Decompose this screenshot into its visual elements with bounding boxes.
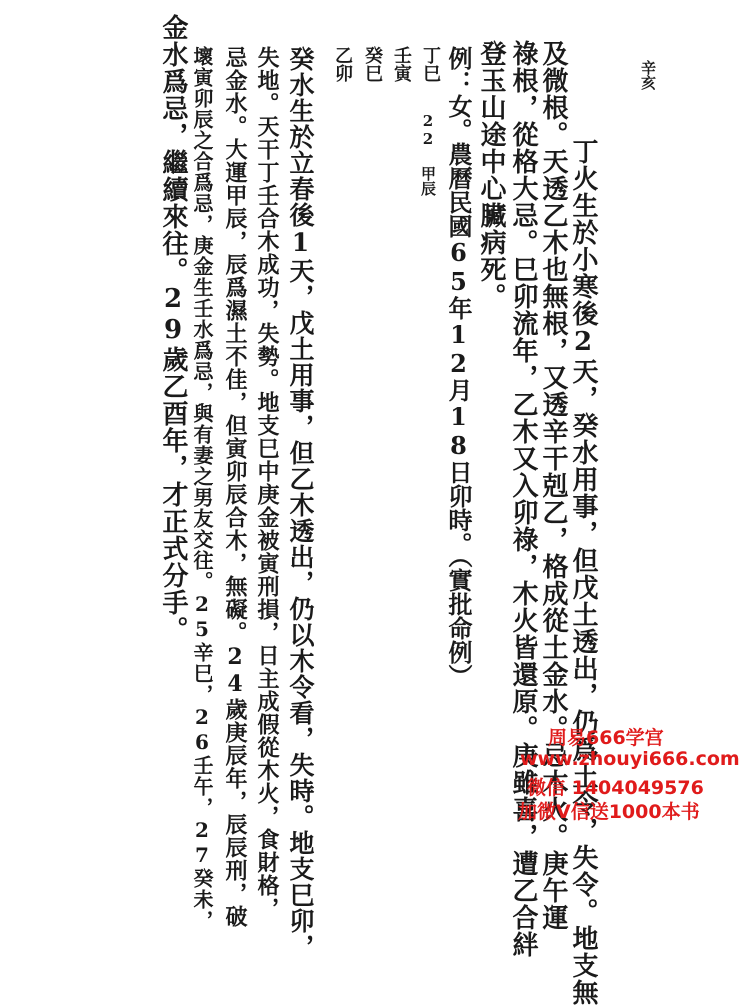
- analysis-column-3: 忌金水。大運甲辰，辰爲濕土不佳，但寅卯辰合木，無礙。24歲庚辰年，辰辰刑，破: [222, 46, 248, 928]
- prev-case-column-2: 及微根。天透乙木也無根，又透辛干剋乙，格成從土金水。忌木火。庚午運: [538, 40, 568, 931]
- watermark-line-3: 微信 1404049576: [527, 777, 704, 799]
- watermark-line-1: 周易666学宫: [548, 727, 664, 749]
- analysis-column-4: 壞寅卯辰之合爲忌，庚金生壬水爲忌，與有妻之男友交往。25辛巳，26壬午，27癸未，: [190, 46, 214, 931]
- prev-case-column-4: 登玉山途中心臟病死。: [476, 40, 506, 310]
- top-label: 辛亥: [639, 60, 657, 90]
- luck-pillar-label: 22 甲辰: [419, 112, 437, 196]
- prev-case-column-1: 丁火生於小寒後2天，癸水用事，但戊土透出，仍爲土令，失令。地支無: [568, 138, 598, 1006]
- prev-case-column-3: 祿根，從格大忌。巳卯流年，乙木又入卯祿，木火皆還原。庚雖喜，遭乙合絆: [508, 40, 538, 958]
- case-heading: 例：女。農曆民國65年12月18日卯時。（實批命例）: [444, 46, 473, 688]
- analysis-column-5: 金水爲忌，繼續來往。29歲乙酉年，才正式分手。: [158, 14, 188, 643]
- analysis-column-1: 癸水生於立春後1天，戊土用事，但乙木透出，仍以木令看，失時。地支巳卯，: [286, 46, 315, 960]
- watermark-line-2: www.zhouyi666.com: [520, 748, 740, 770]
- year-pillar: 丁巳: [420, 46, 441, 82]
- month-pillar: 壬寅: [391, 46, 412, 82]
- watermark-line-4: 加微V信送1000本书: [518, 801, 700, 823]
- analysis-column-2: 失地。天干丁壬合木成功，失勢。地支巳中庚金被寅刑損，日主成假從木火，食財格，: [254, 46, 280, 920]
- day-pillar: 癸巳: [362, 46, 383, 82]
- hour-pillar: 乙卯: [332, 46, 353, 82]
